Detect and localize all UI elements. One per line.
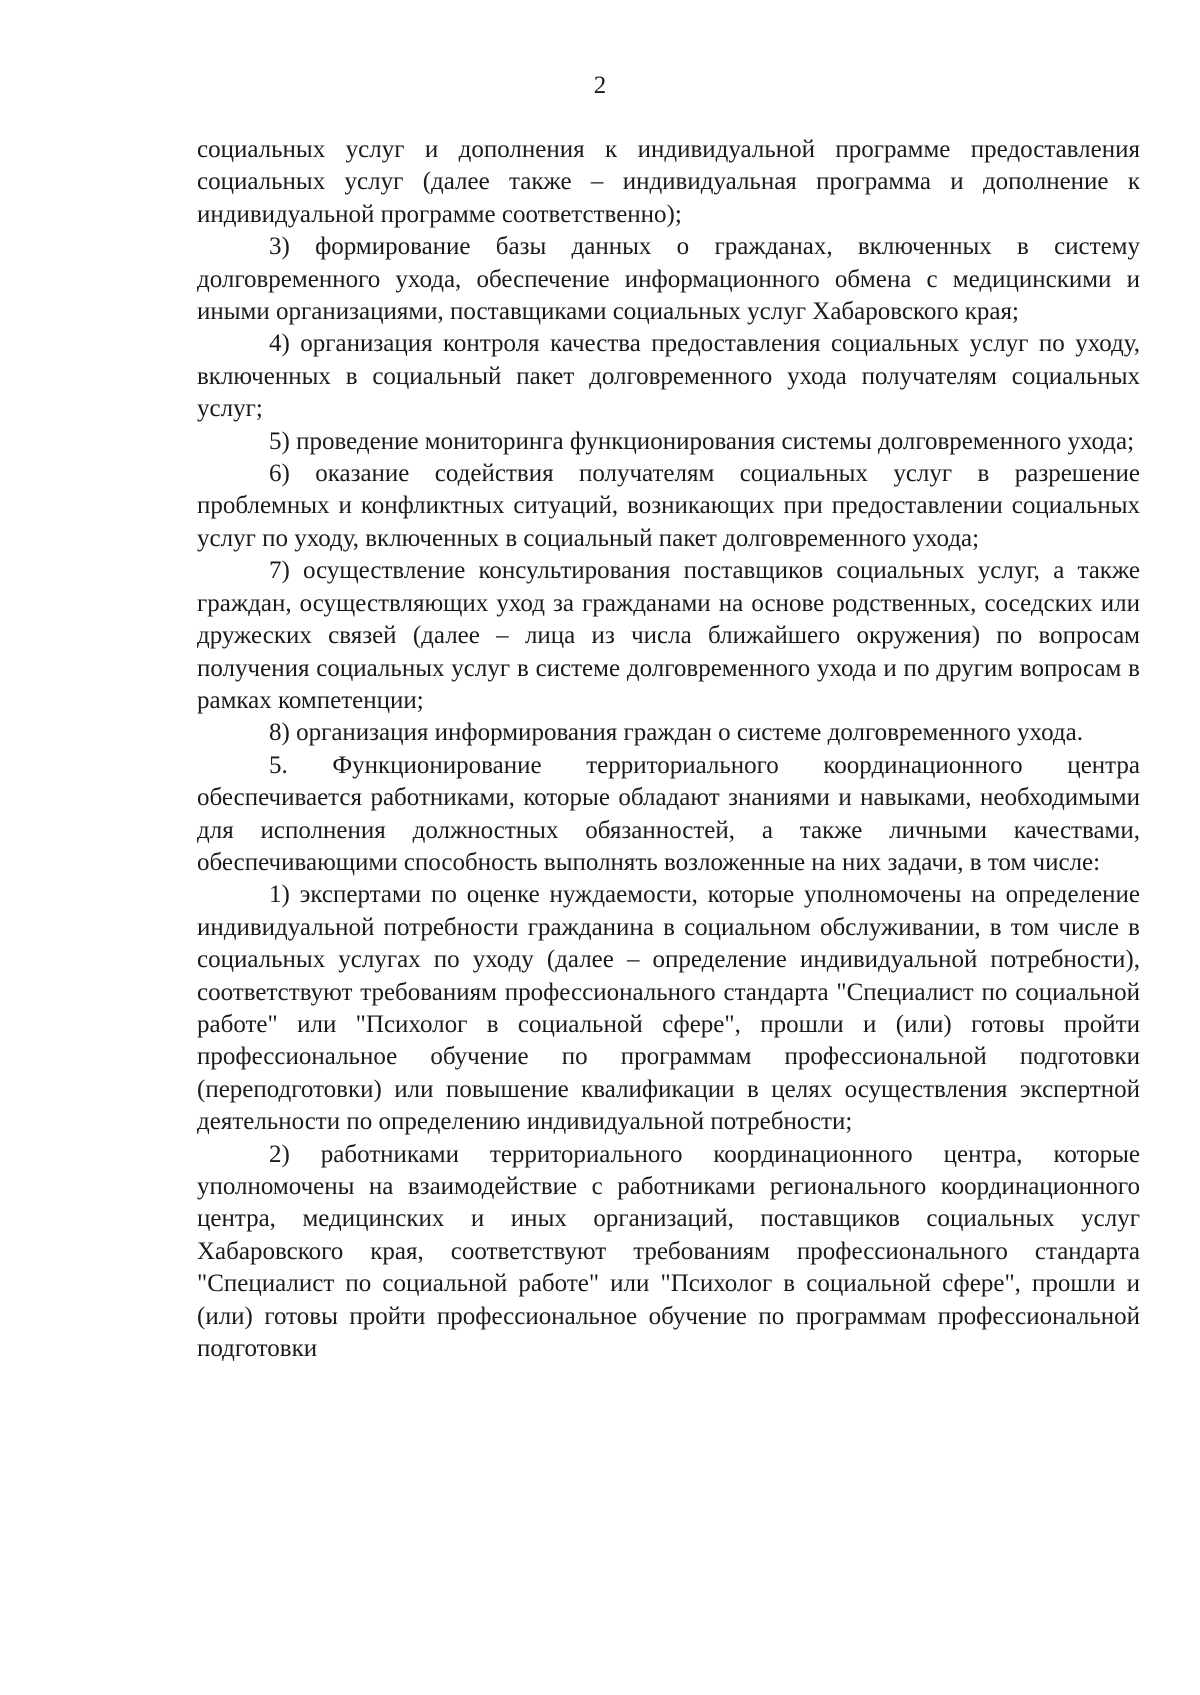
paragraph-section-5: 5. Функционирование территориального координационного центра обеспечивается работниками, которые обладают знаниями и навыками, необходимыми для исполнения должностных обязанностей, а также личными качествами, обеспечивающими способность выполнять возложенные на них задачи, в том числе:: [197, 751, 1140, 876]
document-body: [197, 134, 1140, 1365]
paragraph-item-8: 8) организация информирования граждан о системе долговременного ухода.: [269, 719, 1083, 747]
paragraph-item-3: 3) формирование базы данных о гражданах, включенных в систему долговременного ухода, обеспечение информационного обмена с медицинскими и иными организациями, поставщиками социальных услуг Хабаровского края;: [197, 233, 1140, 326]
paragraph-item-5: 5) проведение мониторинга функционирования системы долговременного ухода;: [269, 427, 1135, 455]
paragraph-subitem-1: 1) экспертами по оценке нуждаемости, которые уполномочены на определение индивидуальной потребности гражданина в социальном обслуживании, в том числе в социальных услугах по уходу (далее – определение индивидуальной потребности), соответствуют требованиям профессионального стандарта "Специалист по социальной работе" или "Психолог в социальной сфере", прошли и (или) готовы пройти профессиональное обучение по программам профессиональной подготовки (переподготовки) или повышение квалификации в целях осуществления экспертной деятельности по определению индивидуальной потребности;: [197, 881, 1140, 1136]
paragraph-item-7: 7) осуществление консультирования поставщиков социальных услуг, а также граждан, осуществляющих уход за гражданами на основе родственных, соседских или дружеских связей (далее – лица из числа ближайшего окружения) по вопросам получения социальных услуг в системе долговременного ухода и по другим вопросам в рамках компетенции;: [197, 557, 1140, 714]
paragraph-subitem-2: 2) работниками территориального координационного центра, которые уполномочены на взаимодействие с работниками регионального координационного центра, медицинских и иных организаций, поставщиков социальных услуг Хабаровского края, соответствуют требованиям профессионального стандарта "Специалист по социальной работе" или "Психолог в социальной сфере", прошли и (или) готовы пройти профессиональное обучение по программам профессиональной подготовки: [197, 1140, 1140, 1363]
paragraph-continuation: социальных услуг и дополнения к индивидуальной программе предоставления социальных услуг (далее также – индивидуальная программа и дополнение к индивидуальной программе соответственно);: [197, 136, 1140, 228]
page-number: 2: [593, 72, 607, 99]
paragraph-item-6: 6) оказание содействия получателям социальных услуг в разрешение проблемных и конфликтных ситуаций, возникающих при предоставлении социальных услуг по уходу, включенных в социальный пакет долговременного ухода;: [197, 460, 1140, 552]
paragraph-item-4: 4) организация контроля качества предоставления социальных услуг по уходу, включенных в социальный пакет долговременного ухода получателям социальных услуг;: [197, 330, 1140, 423]
